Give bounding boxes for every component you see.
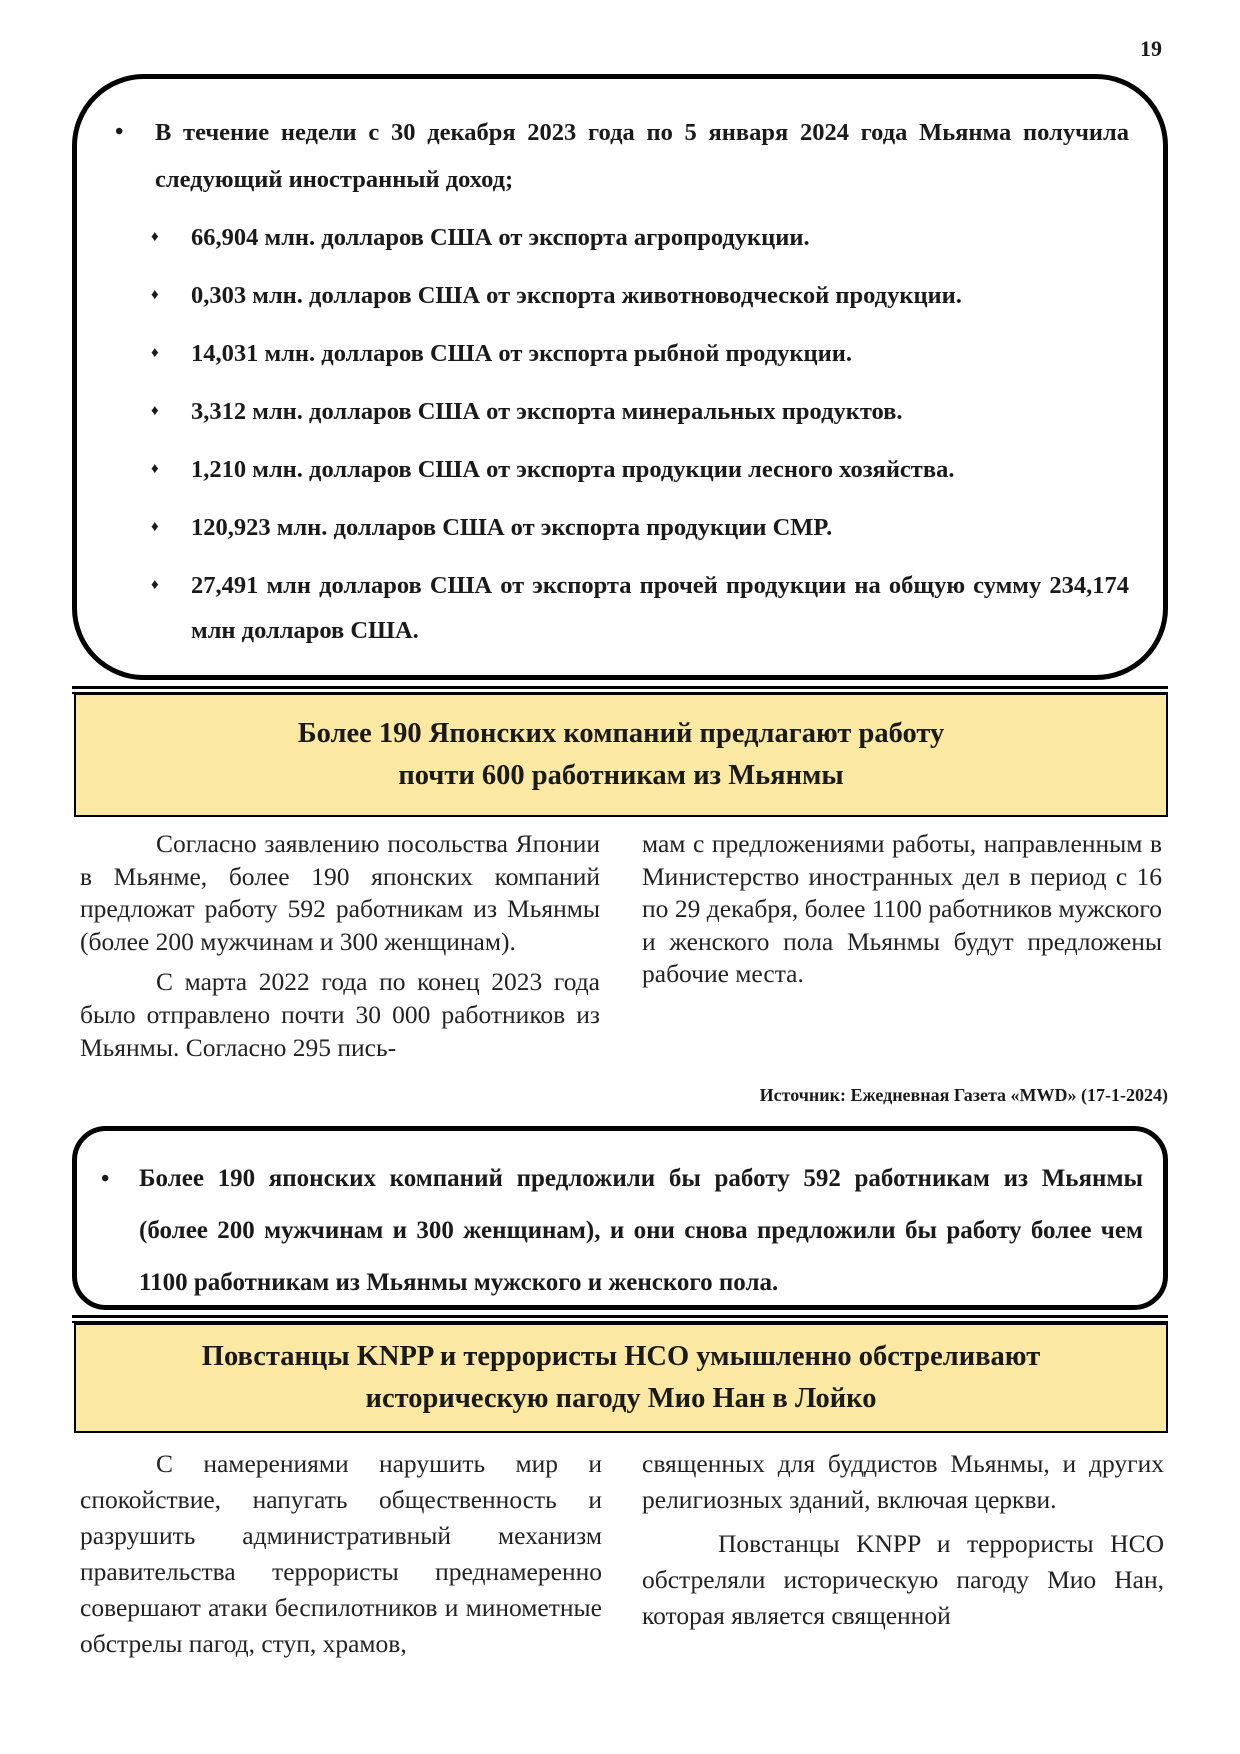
headline-line: Повстанцы KNPP и террористы НСО умышленно обстреливают [201, 1341, 1041, 1372]
summary-lead-text: • Более 190 японских компаний предложили бы работу 592 работникам из Мьянмы (более 200 мужчинам и 300 женщинам), и они снова предложили бы работу более чем 1100 работникам из Мьянмы мужского и женского пола. [97, 1153, 1143, 1309]
article1-right-column [642, 828, 1162, 999]
list-item-text: 0,303 млн. долларов США от экспорта животноводческой продукции. [191, 282, 962, 309]
list-item-text: 120,923 млн. долларов США от экспорта продукции CMP. [191, 514, 833, 541]
foreign-income-summary-box [72, 74, 1168, 680]
paragraph: мам с предложениями работы, направленным в Министерство иностранных дел в период с 16 по 29 декабря, более 1100 работников мужского и женского пола Мьянмы будут предложены рабочие места. [642, 829, 1162, 989]
list-item [111, 331, 1129, 376]
article-headline-japanese-jobs [74, 693, 1168, 817]
diamond-bullet-icon: ♦ [151, 519, 159, 535]
list-item-text: 27,491 млн долларов США от экспорта прочей продукции на общую сумму 234,174 млн долларов США. [191, 572, 1129, 644]
diamond-bullet-icon: ♦ [151, 461, 159, 477]
paragraph: С намерениями нарушить мир и спокойствие, напугать общественность и разрушить административный механизм правительства террористы преднамеренно совершают атаки беспилотников и минометные обстрелы пагод, ступ, храмов, [80, 1449, 602, 1658]
article2-right-column [642, 1446, 1164, 1642]
japanese-jobs-summary-box [72, 1126, 1168, 1310]
summary-lead-text: • В течение недели с 30 декабря 2023 года по 5 января 2024 года Мьянма получила следующий иностранный доход; [111, 109, 1129, 203]
diamond-bullet-icon: ♦ [151, 287, 159, 303]
article-source: Источник: Ежедневная Газета «MWD» (17-1-2024) [759, 1085, 1168, 1105]
page-number: 19 [1140, 36, 1162, 61]
list-item-text: 1,210 млн. долларов США от экспорта продукции лесного хозяйства. [191, 456, 955, 483]
article2-left-column [80, 1446, 602, 1670]
list-item [111, 447, 1129, 492]
export-income-list [111, 215, 1129, 653]
headline-line: почти 600 работникам из Мьянмы [398, 760, 844, 791]
diamond-bullet-icon: ♦ [151, 345, 159, 361]
list-item [111, 389, 1129, 434]
list-item [111, 215, 1129, 260]
headline-line: историческую пагоду Мио Нан в Лойко [365, 1383, 877, 1414]
section-divider [72, 1315, 1168, 1323]
paragraph: Согласно заявлению посольства Японии в Мьянме, более 190 японских компаний предложат работу 592 работникам из Мьянмы (более 200 мужчинам и 300 женщинам). [80, 829, 600, 956]
diamond-bullet-icon: ♦ [151, 403, 159, 419]
paragraph: священных для буддистов Мьянмы, и других религиозных зданий, включая церкви. [642, 1449, 1164, 1514]
list-item [111, 505, 1129, 550]
list-item-text: 14,031 млн. долларов США от экспорта рыбной продукции. [191, 340, 852, 367]
paragraph: Повстанцы KNPP и террористы НСО обстреляли историческую пагоду Мио Нан, которая является священной [642, 1529, 1164, 1630]
list-item [111, 273, 1129, 318]
diamond-bullet-icon: ♦ [151, 577, 159, 593]
list-item [111, 563, 1129, 653]
diamond-bullet-icon: ♦ [151, 229, 159, 245]
list-item-text: 3,312 млн. долларов США от экспорта минеральных продуктов. [191, 398, 903, 425]
paragraph: С марта 2022 года по конец 2023 года было отправлено почти 30 000 работников из Мьянмы. Согласно 295 пись- [80, 967, 600, 1062]
list-item-text: 66,904 млн. долларов США от экспорта агропродукции. [191, 224, 810, 251]
article-headline-pagoda-attack [74, 1323, 1168, 1433]
article1-left-column [80, 828, 600, 1072]
headline-line: Более 190 Японских компаний предлагают работу [297, 718, 945, 749]
